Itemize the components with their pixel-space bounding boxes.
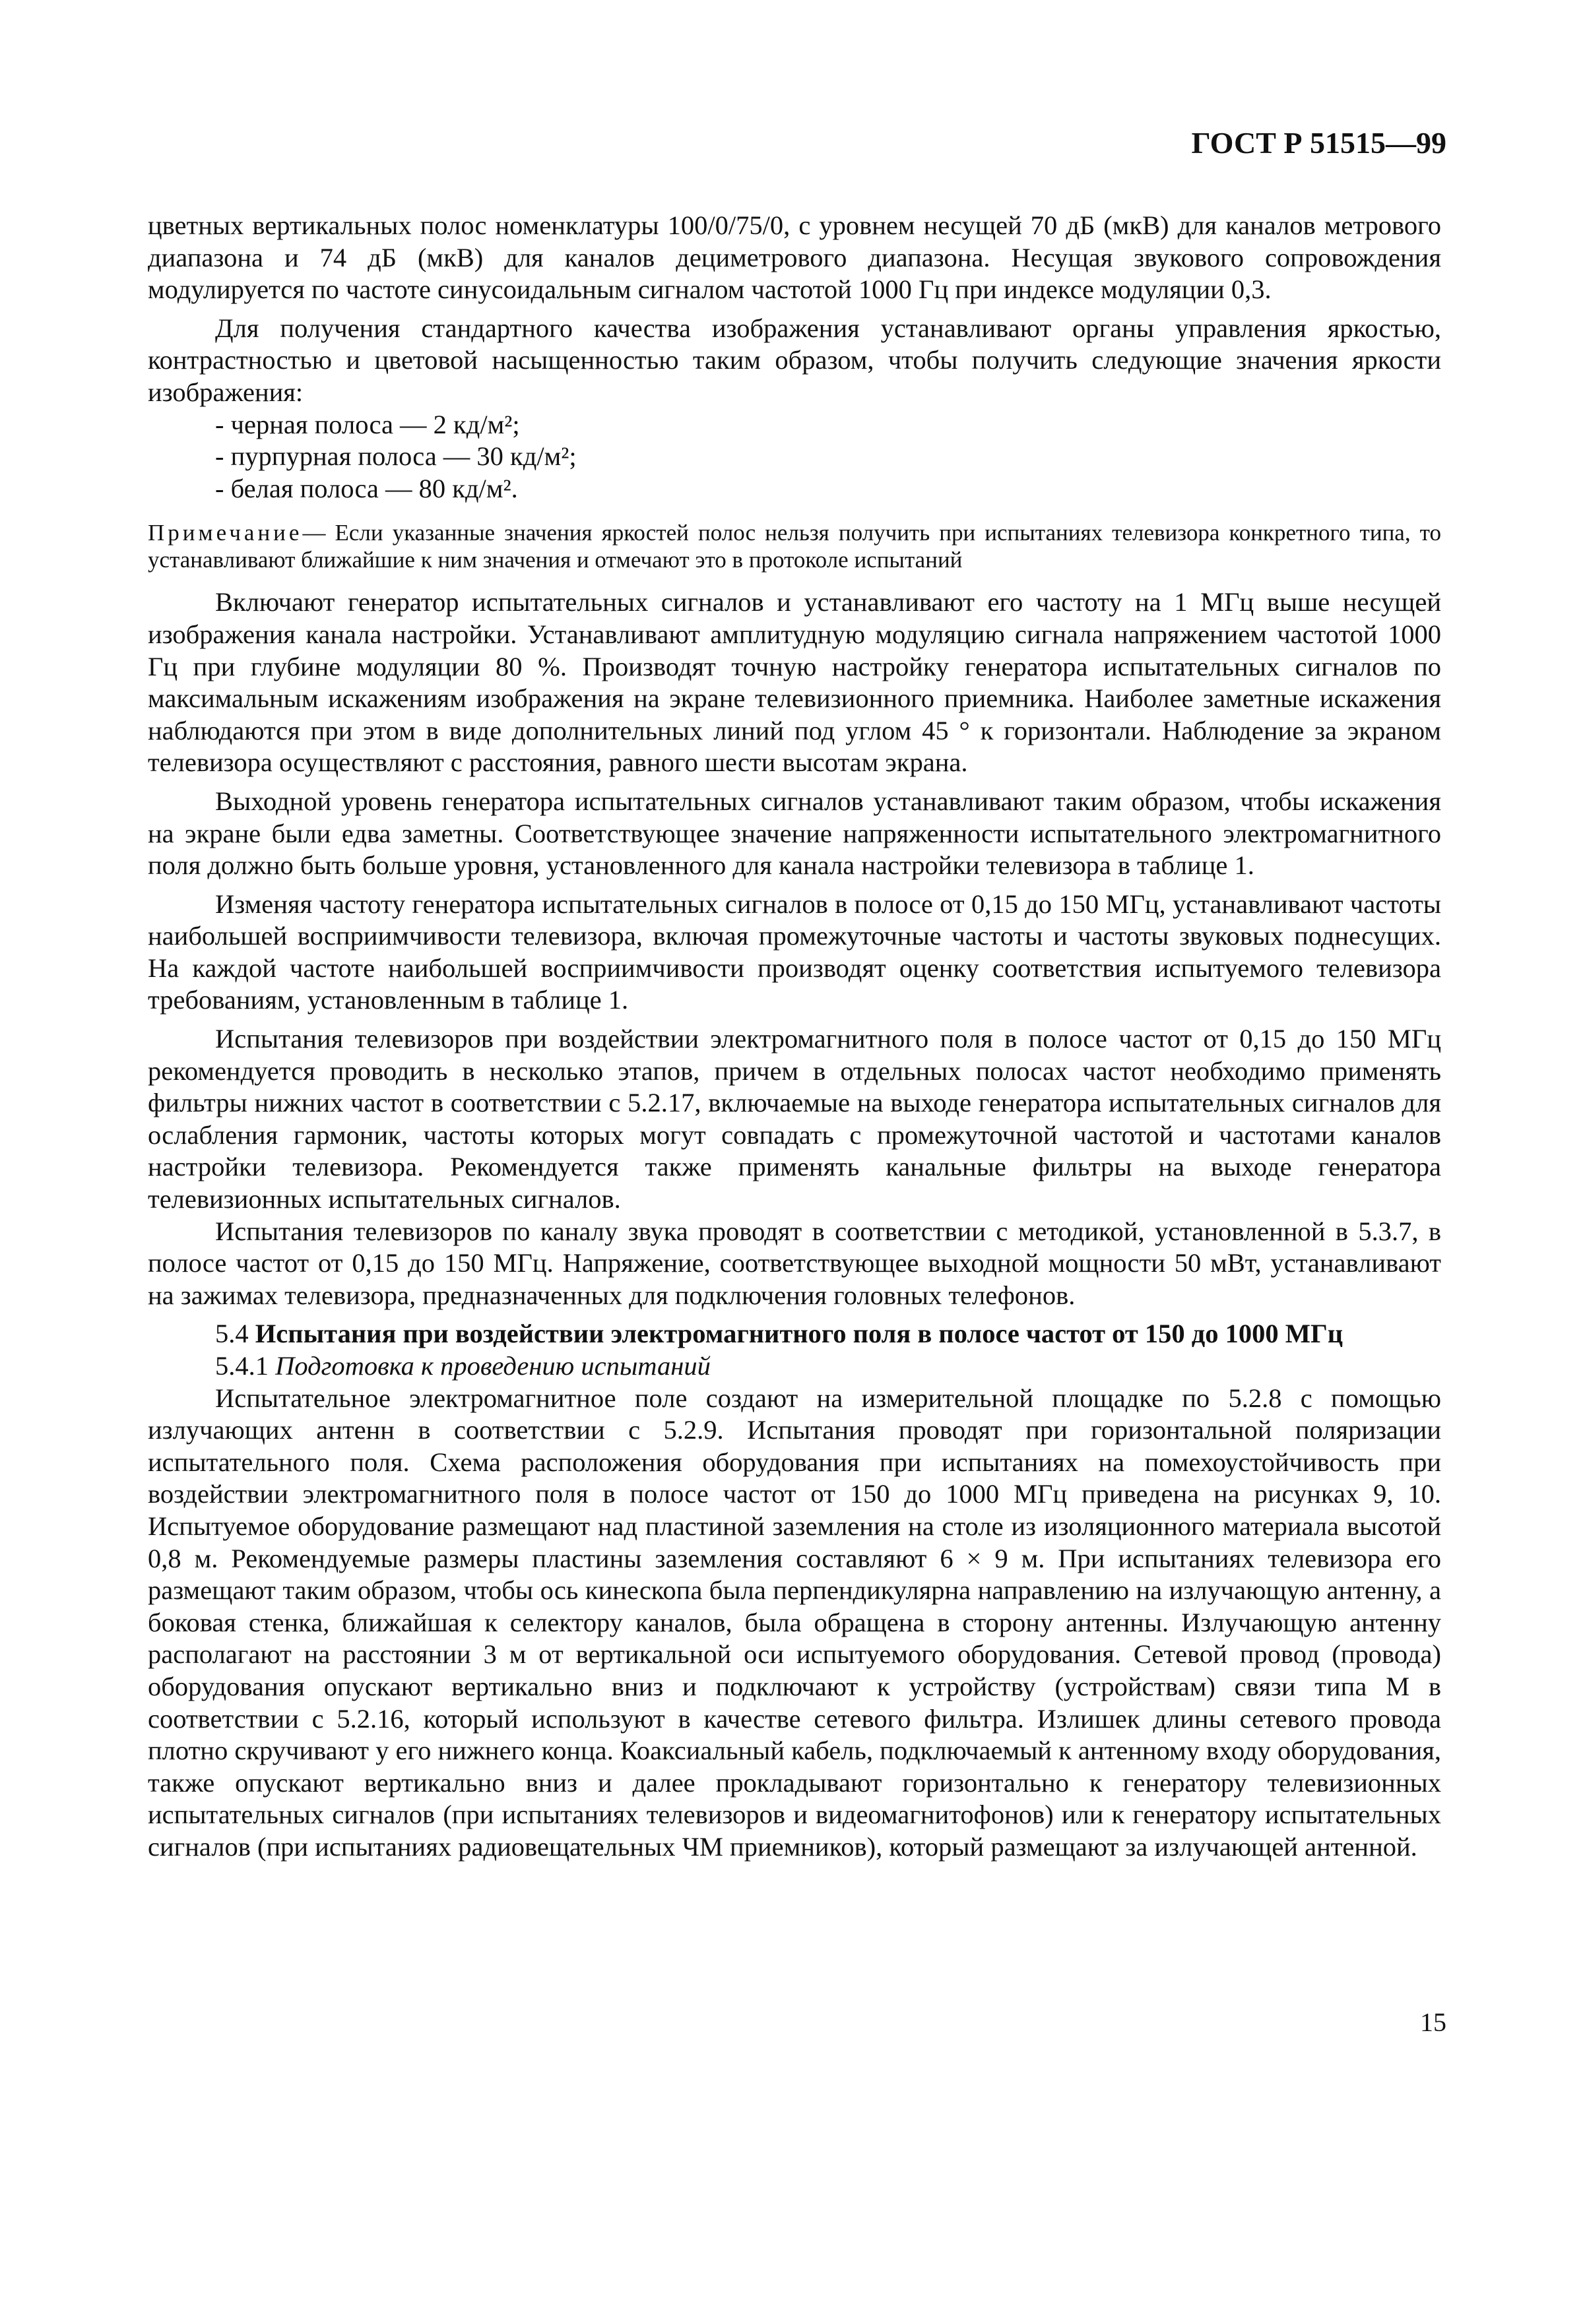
paragraph-frequency-sweep: Изменяя частоту генератора испытательных сигналов в полосе от 0,15 до 150 МГц, устанавливают частоты наибольшей восприимчивости телевизора, включая промежуточные частоты и частоты звуковых поднесущих. На каждой частоте наибольшей восприимчивости производят оценку соответствия испытуемого телевизора требованиям, установленным в таблице 1. <box>148 889 1441 1015</box>
note-label: Примечание <box>148 520 303 546</box>
paragraph-generator-setup: Включают генератор испытательных сигналов и устанавливают его частоту на 1 МГц выше несущей изображения канала настройки. Устанавливают амплитудную модуляцию сигнала напряжением частотой 1000 Гц при глубине модуляции 80 %. Производят точную настройку генератора испытательных сигналов по максимальным искажениям изображения на экране телевизионного приемника. Наиболее заметные искажения наблюдаются при этом в виде дополнительных линий под углом 45 ° к горизонтали. Наблюдение за экраном телевизора осуществляют с расстояния, равного шести высотам экрана. <box>148 587 1441 778</box>
note-block <box>148 519 1441 573</box>
paragraph-sound-channel: Испытания телевизоров по каналу звука проводят в соответствии с методикой, установленной в 5.3.7, в полосе частот от 0,15 до 150 МГц. Напряжение, соответствующее выходной мощности 50 мВт, устанавливают на зажимах телевизора, предназначенных для подключения головных телефонов. <box>148 1216 1441 1310</box>
list-item-black-band: - черная полоса — 2 кд/м²; <box>215 409 520 439</box>
paragraph-test-stages: Испытания телевизоров при воздействии электромагнитного поля в полосе частот от 0,15 до 150 МГц рекомендуется проводить в несколько этапов, причем в отдельных полосах частот необходимо применять фильтры нижних частот в соответствии с 5.2.17, включаемые на выходе генератора испытательных сигналов для ослабления гармоник, частоты которых могут совпадать с промежуточной частотой и частотами каналов настройки телевизора. Рекомендуется также применять канальные фильтры на выходе генератора телевизионных испытательных сигналов. <box>148 1024 1441 1214</box>
paragraph-continued: цветных вертикальных полос номенклатуры 100/0/75/0, с уровнем несущей 70 дБ (мкВ) для каналов метрового диапазона и 74 дБ (мкВ) для каналов дециметрового диапазона. Несущая звукового сопровождения модулируется по частоте синусоидальным сигналом частотой 1000 Гц при индексе модуляции 0,3. <box>148 210 1441 305</box>
section-title: Испытания при воздействии электромагнитного поля в полосе частот от 150 до 1000 МГц <box>255 1319 1343 1349</box>
section-number: 5.4 <box>215 1319 249 1349</box>
subsection-title: Подготовка к проведению испытаний <box>275 1351 711 1381</box>
section-heading-5-4 <box>148 1318 1441 1350</box>
paragraph-brightness-setup: Для получения стандартного качества изображения устанавливают органы управления яркостью, контрастностью и цветовой насыщенностью таким образом, чтобы получить следующие значения яркости изображения: <box>148 313 1441 407</box>
list-item-purple-band: - пурпурная полоса — 30 кд/м²; <box>215 441 577 472</box>
paragraph-test-field-setup: Испытательное электромагнитное поле создают на измерительной площадке по 5.2.8 с помощью излучающих антенн в соответствии с 5.2.9. Испытания проводят при горизонтальной поляризации испытательного поля. Схема расположения оборудования при испытаниях на помехоустойчивость при воздействии электромагнитного поля в полосе частот от 150 до 1000 МГц приведена на рисунках 9, 10. Испытуемое оборудование размещают над пластиной заземления на столе из изоляционного материала высотой 0,8 м. Рекомендуемые размеры пластины заземления составляют 6 × 9 м. При испытаниях телевизора его размещают таким образом, чтобы ось кинескопа была перпендикулярна направлению на излучающую антенну, а боковая стенка, ближайшая к селектору каналов, была обращена в сторону антенны. Излучающую антенну располагают на расстоянии 3 м от вертикальной оси испытуемого оборудования. Сетевой провод (провода) оборудования опускают вертикально вниз и подключают к устройству (устройствам) связи типа М в соответствии с 5.2.16, который используют в качестве сетевого фильтра. Излишек длины сетевого провода плотно скручивают у его нижнего конца. Коаксиальный кабель, подключаемый к антенному входу оборудования, также опускают вертикально вниз и далее прокладывают горизонтально к генератору телевизионных испытательных сигналов (при испытаниях телевизоров и видеомагнитофонов) или к генератору испытательных сигналов (при испытаниях радиовещательных ЧМ приемников), который размещают за излучающей антенной. <box>148 1383 1441 1862</box>
list-item-white-band: - белая полоса — 80 кд/м². <box>215 473 518 503</box>
standard-code-header: ГОСТ Р 51515—99 <box>1191 126 1446 160</box>
page-body <box>148 210 1441 1864</box>
note-text: — Если указанные значения яркостей полос нельзя получить при испытаниях телевизора конкретного типа, то устанавливают ближайшие к ним значения и отмечают это в протоколе испытаний <box>148 520 1441 573</box>
page-number: 15 <box>1420 2007 1446 2037</box>
subsection-number: 5.4.1 <box>215 1351 269 1381</box>
paragraph-output-level: Выходной уровень генератора испытательных сигналов устанавливают таким образом, чтобы искажения на экране были едва заметны. Соответствующее значение напряженности испытательного электромагнитного поля должно быть больше уровня, установленного для канала настройки телевизора в таблице 1. <box>148 786 1441 881</box>
subsection-heading-5-4-1 <box>148 1350 1441 1383</box>
